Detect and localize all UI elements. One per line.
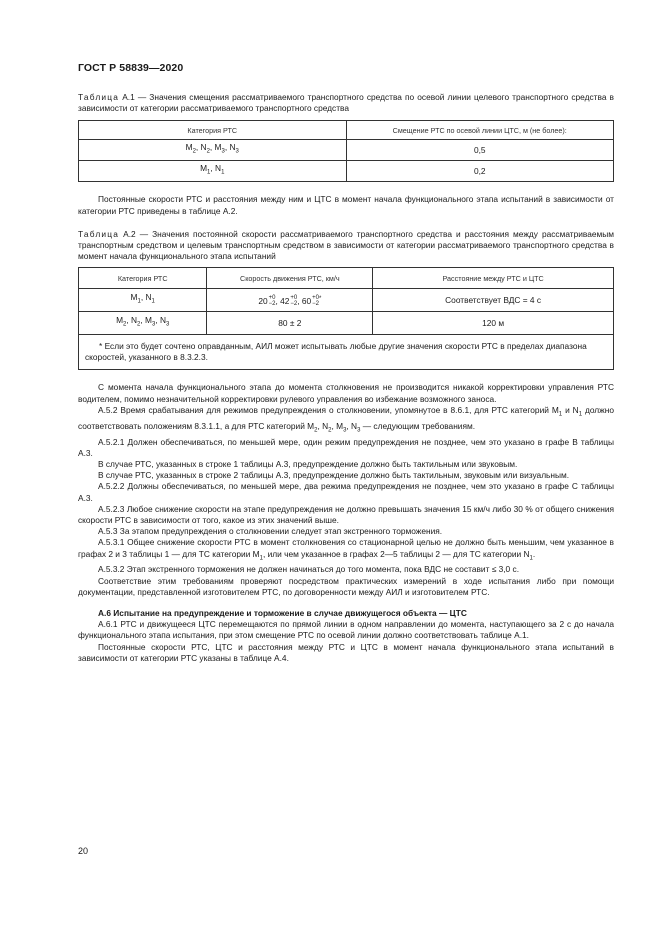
speed-value: 20	[258, 295, 268, 306]
paragraph-a5-2-2: А.5.2.2 Должны обеспечиваться, по меньшей мере, два режима предупреждения не позднее, чем это указано в графе С таблицы А.3.	[78, 481, 614, 503]
section-heading-a6: А.6 Испытание на предупреждение и торможение в случае движущегося объекта — ЦТС	[98, 608, 467, 619]
table-a1-col-category: Категория РТС	[79, 121, 347, 140]
paragraph-a5-3: А.5.3 За этапом предупреждения о столкновении следует этап экстренного торможения.	[98, 526, 443, 537]
page-content	[78, 92, 614, 664]
table-header-row	[79, 121, 614, 140]
paragraph-p13: Постоянные скорости РТС, ЦТС и расстояния между РТС и ЦТС в момент начала функционального этапа испытаний в зависимости от категории РТС указаны в таблице А.4.	[78, 641, 614, 663]
table-row	[79, 312, 614, 335]
paragraph-a5-2: А.5.2 Время срабатывания для режимов предупреждения о столкновении, упомянутое в 8.6.1, для РТС категорий $M_1$ и $N_1$ должно соответствовать положениям 8.3.1.1, а для РТС категорий $M_2$, $N_2$, $M_3$, $N_3$ — следующим требованиям.	[78, 404, 615, 434]
tolerance-minus: −2	[312, 301, 319, 308]
paragraph-a5-2-3: А.5.2.3 Любое снижение скорости на этапе предупреждения не должно превышать значения 15 км/ч либо 30 % от общего снижения скорости РТС в зависимости от того, какое из этих значений выше.	[78, 503, 614, 525]
table-a1-caption-text: А.1 — Значения смещения рассматриваемого транспортного средства по осевой линии целевого транспортного средства в зависимости от категории рассматриваемого транспортного средства	[78, 92, 614, 114]
table-a2-cell-distance: Соответствует ВДС = 4 с	[373, 289, 614, 312]
footnote-asterisk: *	[318, 295, 322, 302]
table-a1-cell-offset: 0,2	[346, 161, 614, 182]
tolerance-plus: +0	[312, 295, 319, 302]
table-footnote-row	[79, 335, 614, 370]
table-a2-cell-speed: 80 ± 2	[207, 312, 373, 335]
paragraph-a5-3-1: А.5.3.1 Общее снижение скорости РТС в момент столкновения со стационарной целью не должно быть меньшим, чем указанное в графах 2 и 3 таблицы 1 — для ТС категории $M_1$, или чем указанное в графах 2—5 таблицы 2 — для ТС категории $N_1$.	[78, 537, 614, 562]
table-row	[79, 289, 614, 312]
tolerance-plus: +0	[268, 295, 276, 302]
paragraph-a5-3-2: А.5.3.2 Этап экстренного торможения не должен начинаться до того момента, пока ВДС не составит ≤ 3,0 с.	[98, 564, 520, 575]
speed-value: 60	[301, 295, 312, 306]
table-a1-cell-offset: 0,5	[346, 140, 614, 161]
table-a1-caption	[78, 92, 614, 114]
tolerance-plus: +0	[290, 295, 298, 302]
paragraph-after-a1: Постоянные скорости РТС и расстояния между ним и ЦТС в момент начала функционального этапа испытаний в зависимости от категории РТС приведены в таблице А.2.	[78, 194, 614, 216]
table-header-row	[79, 268, 614, 289]
table-a2-caption	[78, 229, 614, 263]
paragraph-p5: В случае РТС, указанных в строке 2 таблицы А.3, предупреждение должно быть тактильным, звуковым или визуальным.	[98, 470, 570, 481]
table-a1-caption-label: Таблица	[78, 92, 120, 102]
paragraph-a5-2-1: А.5.2.1 Должен обеспечиваться, по меньшей мере, один режим предупреждения не позднее, чем это указано в графе В таблицы А.3.	[78, 436, 614, 458]
tolerance-minus: −2	[290, 301, 298, 308]
speed-tolerance	[269, 295, 276, 307]
table-a2-caption-text: А.2 — Значения постоянной скорости рассматриваемого транспортного средства и расстояния между рассматриваемым транспортным средством и целевым транспортным средством в зависимости от категории рассматриваемого транспортного средства в момент начала функционального этапа испытаний	[78, 228, 614, 262]
table-a2-cell-category: $M_1$, $N_1$	[79, 289, 207, 312]
table-a2-caption-label: Таблица	[78, 228, 120, 239]
speed-tolerance	[312, 295, 322, 308]
tolerance-minus: −2	[268, 301, 276, 308]
table-row	[79, 161, 614, 182]
table-a2-footnote	[79, 335, 614, 370]
table-a1	[78, 120, 614, 182]
table-a2-col-category: Категория РТС	[79, 268, 207, 289]
paragraph-p11: Соответствие этим требованиям проверяют посредством практических измерений в ходе испытания либо при помощи документации, представленной изготовителем РТС, по договоренности между АИЛ и изготовителем РТС.	[78, 575, 614, 597]
page-number: 20	[78, 846, 89, 856]
table-a2-cell-speed: 20 +0 −2 , 42 +0 −2 , 60 +0 −2 *	[207, 289, 373, 312]
paragraph-p1: С момента начала функционального этапа до момента столкновения не производится никакой корректировки управления РТС водителем, помимо незначительной корректировки рулевого управления во избежание возможного заноса.	[78, 382, 614, 404]
table-a2-col-speed: Скорость движения РТС, км/ч	[207, 268, 373, 289]
table-a1-col-offset: Смещение РТС по осевой линии ЦТС, м (не более):	[346, 121, 614, 140]
table-a1-cell-category: $M_1$, $N_1$	[79, 161, 347, 182]
table-a2-col-distance: Расстояние между РТС и ЦТС	[373, 268, 614, 289]
document-header: ГОСТ Р 58839—2020	[78, 62, 184, 74]
paragraph-p4: В случае РТС, указанных в строке 1 таблицы А.3, предупреждение должно быть тактильным или звуковым.	[98, 458, 518, 469]
table-a1-cell-category: $M_2$, $N_2$, $M_3$, $N_3$	[79, 140, 347, 161]
table-a2	[78, 267, 614, 370]
table-a2-cell-category: $M_2$, $N_2$, $M_3$, $N_3$	[79, 312, 207, 335]
table-row	[79, 140, 614, 161]
speed-value: 42	[280, 295, 290, 306]
speed-tolerance	[290, 295, 297, 307]
table-a2-cell-distance: 120 м	[373, 312, 614, 335]
paragraph-a6-1: А.6.1 РТС и движущееся ЦТС перемещаются по прямой линии в одном направлении до момента, наступающего за 2 с до начала функционального этапа испытания, при этом смещение РТС по осевой линии должно соответствовать таблице А.1.	[78, 619, 614, 641]
table-a2-footnote-text: * Если это будет сочтено оправданным, АИЛ может испытывать любые другие значения скорости РТС в пределах диапазона скоростей, указанного в 8.3.2.3.	[85, 341, 587, 363]
